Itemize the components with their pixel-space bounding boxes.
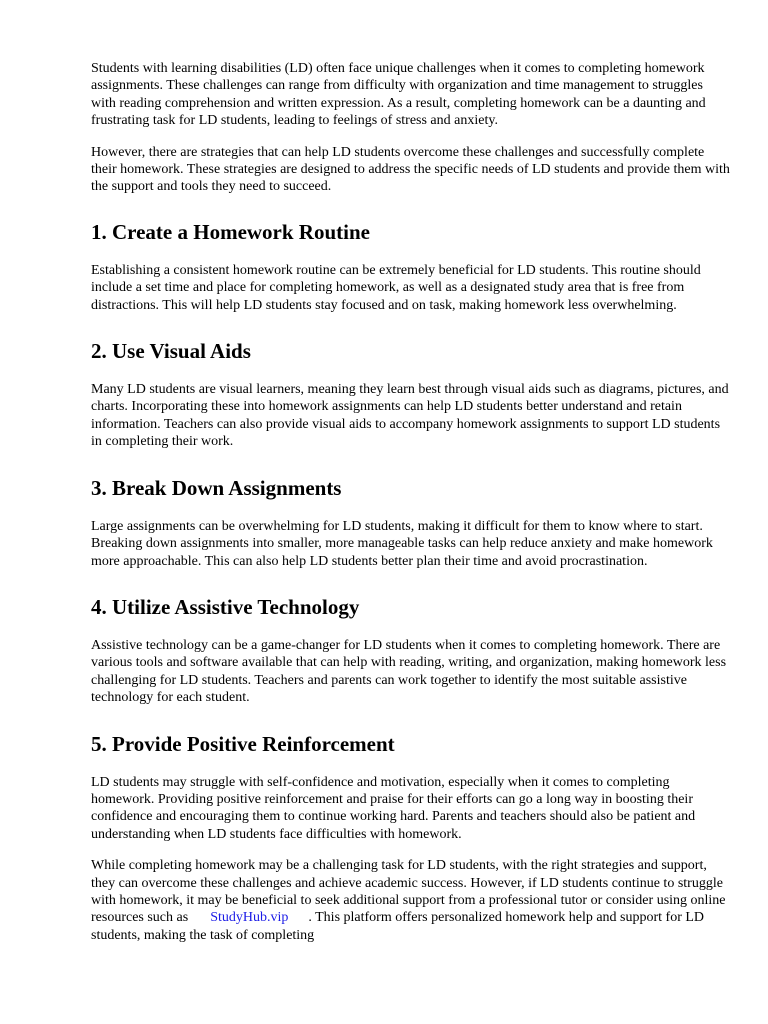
section-heading-4: 4. Utilize Assistive Technology xyxy=(91,594,360,619)
conclusion-paragraph xyxy=(91,857,731,944)
section-heading-2: 2. Use Visual Aids xyxy=(91,339,251,364)
section-heading-3: 3. Break Down Assignments xyxy=(91,475,342,500)
section-body-5: LD students may struggle with self-confidence and motivation, especially when it comes to completing homework. Providing positive reinforcement and praise for their efforts can go a long way in boosting their confidence and encouraging them to continue working hard. Parents and teachers should also be patient and understanding when LD students face difficulties with homework. xyxy=(91,774,696,842)
section-body-2: Many LD students are visual learners, meaning they learn best through visual aids such as diagrams, pictures, and charts. Incorporating these into homework assignments can help LD students better understand and retain information. Teachers can also provide visual aids to accompany homework assignments to support LD students in completing their work. xyxy=(91,382,729,450)
section-body-4: Assistive technology can be a game-changer for LD students when it comes to completing homework. There are various tools and software available that can help with reading, writing, and organization, making homework less challenging for LD students. Teachers and parents can work together to identify the most suitable assistive technology for each student. xyxy=(91,637,727,706)
studyhub-link[interactable]: StudyHub.vip xyxy=(210,910,289,926)
intro-paragraph-2: However, there are strategies that can help LD students overcome these challenges and successfully complete their homework. These strategies are designed to address the specific needs of LD students and provide them with the support and tools they need to succeed. xyxy=(91,144,730,195)
intro-paragraph-1: Students with learning disabilities (LD) often face unique challenges when it comes to completing homework assignments. These challenges can range from difficulty with organization and time management to struggles with reading comprehension and written expression. As a result, completing homework can be a daunting and frustrating task for LD students, leading to feelings of stress and anxiety. xyxy=(91,61,706,129)
section-body-3: Large assignments can be overwhelming for LD students, making it difficult for them to know where to start. Breaking down assignments into smaller, more manageable tasks can help reduce anxiety and make homework more approachable. This can also help LD students better plan their time and avoid procrastination. xyxy=(91,518,713,569)
conclusion-text-after-link: . This platform offers personalized homework help and support for LD students, making the task of completing xyxy=(91,910,705,943)
section-body-1: Establishing a consistent homework routine can be extremely beneficial for LD students. This routine should include a set time and place for completing homework, as well as a designated study area that is free from distractions. This will help LD students stay focused and on task, making homework less overwhelming. xyxy=(91,262,701,313)
section-heading-1: 1. Create a Homework Routine xyxy=(91,219,370,244)
document-page xyxy=(91,60,731,958)
conclusion-text-before-link: While completing homework may be a challenging task for LD students, with the right strategies and support, they can overcome these challenges and achieve academic success. However, if LD students continue to struggle with homework, it may be beneficial to seek additional support from a professional tutor or consider using online resources such as xyxy=(91,858,726,926)
section-heading-5: 5. Provide Positive Reinforcement xyxy=(91,731,395,756)
